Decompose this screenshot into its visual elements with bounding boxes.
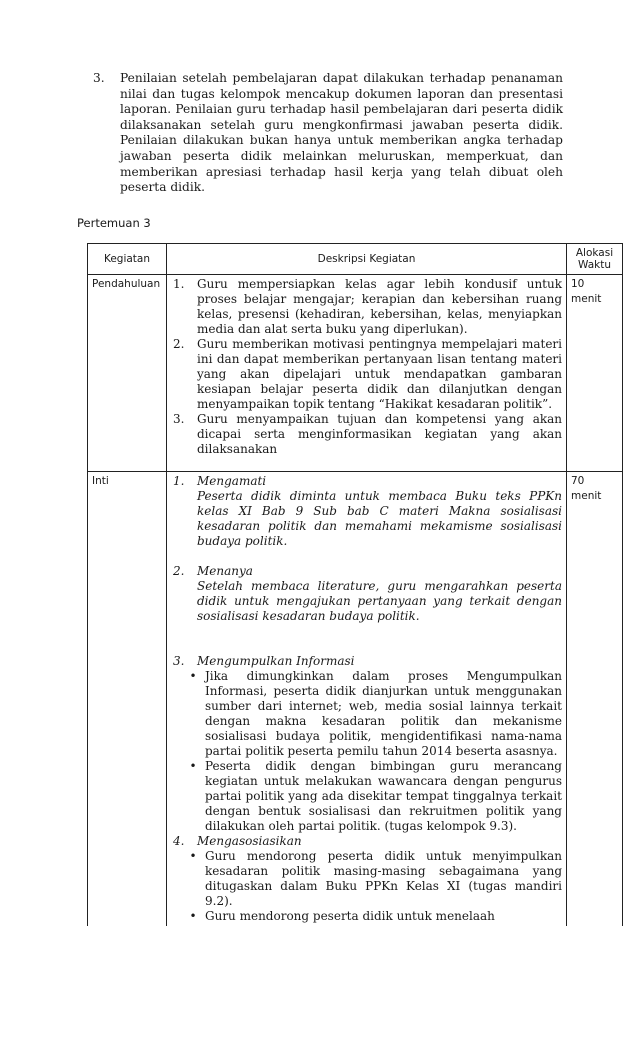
phase-label: Pendahuluan (88, 275, 167, 472)
phase-description (167, 472, 567, 927)
bullet-item: • Guru mendorong peserta didik untuk menyimpulkan kesadaran politik masing-masing sebagaimana yang ditugaskan dalam Buku PPKn Kelas XI (tugas mandiri 9.2). (181, 849, 562, 909)
list-item: 1. Guru mempersiapkan kelas agar lebih kondusif untuk proses belajar mengajar; kerapian dan kebersihan ruang kelas, presensi (kehadiran, kebersihan, kelas, menyiapkan media dan alat serta buku yang diperlukan). (173, 277, 562, 336)
bullet-icon: • (189, 669, 197, 683)
list-item: 3. Guru menyampaikan tujuan dan kompetensi yang akan dicapai serta menginformasikan kegiatan yang akan dilaksanakan (173, 412, 562, 456)
header-deskripsi: Deskripsi Kegiatan (167, 244, 567, 275)
phase-label: Inti (88, 472, 167, 927)
step-text: Peserta didik diminta untuk membaca Buku teks PPKn kelas XI Bab 9 Sub bab C materi Makna sosialisasi kesadaran politik dan memahami mekamisme sosialisasi budaya politik. (197, 489, 562, 548)
bullet-icon: • (189, 849, 197, 863)
table-row-inti (88, 472, 623, 927)
bullet-icon: • (189, 909, 197, 923)
phase-time: 70 menit (567, 472, 623, 927)
step-menanya: 2. Menanya (173, 564, 253, 578)
step-mengumpulkan: 3. Mengumpulkan Informasi (173, 654, 355, 668)
list-number: 3. (93, 71, 105, 85)
step-mengasosiasikan: 4. Mengasosiasikan (173, 834, 302, 848)
meeting-heading: Pertemuan 3 (77, 216, 151, 230)
step-text: Setelah membaca literature, guru mengarahkan peserta didik untuk mengajukan pertanyaan yang terkait dengan sosialisasi kesadaran budaya politik. (197, 579, 562, 623)
header-kegiatan: Kegiatan (88, 244, 167, 275)
activity-table (87, 243, 623, 926)
bullet-icon: • (189, 759, 197, 773)
bullet-item: • Peserta didik dengan bimbingan guru merancang kegiatan untuk melakukan wawancara dengan pengurus partai politik yang ada disekitar tempat tinggalnya terkait dengan bentuk sosialisasi dan rekruitmen politik yang dilakukan oleh partai politik. (tugas kelompok 9.3). (181, 759, 562, 834)
assessment-text: Penilaian setelah pembelajaran dapat dilakukan terhadap penanaman nilai dan tugas kelompok mencakup dokumen laporan dan presentasi laporan. Penilaian guru terhadap hasil pembelajaran dari peserta didik dilaksanakan setelah guru mengkonfirmasi jawaban peserta didik. Penilaian dilakukan bukan hanya untuk memberikan angka terhadap jawaban peserta didik melainkan meluruskan, memperkuat, dan memberikan apresiasi terhadap hasil kerja yang telah dibuat oleh peserta didik. (120, 71, 563, 195)
list-item: 2. Guru memberikan motivasi pentingnya mempelajari materi ini dan dapat memberikan pertanyaan lisan tentang materi yang akan dipelajari untuk mendapatkan gambaran kesiapan belajar peserta didik dan dilanjutkan dengan menyampaikan topik tentang “Hakikat kesadaran politik”. (173, 337, 562, 411)
table-header-row (88, 244, 623, 275)
header-alokasi: Alokasi Waktu (567, 244, 623, 275)
table-row-pendahuluan (88, 275, 623, 472)
bullet-item: • Jika dimungkinkan dalam proses Mengumpulkan Informasi, peserta didik dianjurkan untuk menggunakan sumber dari internet; web, media sosial lainnya terkait dengan makna kesadaran politik dan mekanisme sosialisasi budaya politik, mengidentifikasi nama-nama partai politik peserta pemilu tahun 2014 beserta asasnya. (181, 669, 562, 759)
step-mengamati: 1. Mengamati (173, 474, 267, 488)
phase-time: 10 menit (567, 275, 623, 472)
phase-description (167, 275, 567, 472)
bullet-item: • Guru mendorong peserta didik untuk menelaah (181, 909, 562, 924)
assessment-list-item (93, 71, 563, 196)
